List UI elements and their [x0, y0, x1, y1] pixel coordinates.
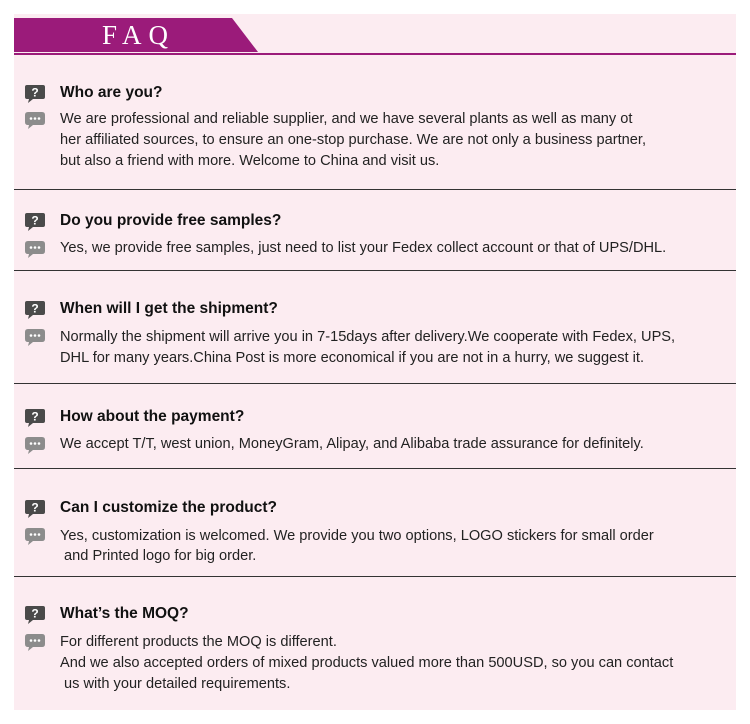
- faq-answer-line: us with your detailed requirements.: [60, 676, 291, 692]
- question-bubble-icon: [24, 300, 46, 320]
- answer-bubble-icon: [24, 526, 46, 546]
- faq-question: How about the payment?: [60, 408, 245, 425]
- divider: [14, 270, 736, 271]
- faq-answer-line: We are professional and reliable supplier, and we have several plants as well as many ot: [60, 111, 633, 127]
- faq-answer-line: DHL for many years.China Post is more economical if you are not in a hurry, we suggest it.: [60, 350, 644, 366]
- divider: [14, 383, 736, 384]
- faq-answer-line: We accept T/T, west union, MoneyGram, Alipay, and Alibaba trade assurance for definitely.: [60, 436, 644, 452]
- svg-text:?: ?: [31, 409, 39, 424]
- faq-question: When will I get the shipment?: [60, 300, 278, 317]
- faq-question: Who are you?: [60, 84, 163, 101]
- faq-answer-line: Normally the shipment will arrive you in 7-15days after delivery.We cooperate with Fedex, UPS,: [60, 329, 676, 345]
- question-bubble-icon: [24, 499, 46, 519]
- faq-answer-line: and Printed logo for big order.: [60, 548, 257, 564]
- faq-answer-line: For different products the MOQ is different.: [60, 634, 337, 650]
- faq-answer-line: And we also accepted orders of mixed products valued more than 500USD, so you can contact: [60, 655, 674, 671]
- svg-text:?: ?: [31, 213, 39, 228]
- answer-bubble-icon: [24, 110, 46, 130]
- faq-answer-line: Yes, customization is welcomed. We provide you two options, LOGO stickers for small order: [60, 528, 654, 544]
- svg-text:?: ?: [31, 500, 39, 515]
- divider: [14, 468, 736, 469]
- page-title: FAQ: [102, 20, 176, 50]
- faq-answer-line: but also a friend with more. Welcome to China and visit us.: [60, 153, 440, 169]
- faq-header: [14, 18, 736, 56]
- faq-question: Can I customize the product?: [60, 499, 278, 516]
- answer-bubble-icon: [24, 435, 46, 455]
- question-bubble-icon: [24, 605, 46, 625]
- answer-bubble-icon: [24, 239, 46, 259]
- question-bubble-icon: [24, 84, 46, 104]
- question-bubble-icon: [24, 408, 46, 428]
- faq-answer-line: Yes, we provide free samples, just need to list your Fedex collect account or that of UPS/DHL.: [60, 240, 667, 256]
- divider: [14, 189, 736, 190]
- faq-question: What’s the MOQ?: [60, 605, 189, 622]
- faq-question: Do you provide free samples?: [60, 212, 282, 229]
- svg-text:?: ?: [31, 301, 39, 316]
- question-bubble-icon: [24, 212, 46, 232]
- svg-text:?: ?: [31, 85, 39, 100]
- faq-answer-line: her affiliated sources, to ensure an one-stop purchase. We are not only a business partner,: [60, 132, 646, 148]
- answer-bubble-icon: [24, 327, 46, 347]
- divider: [14, 576, 736, 577]
- svg-text:?: ?: [31, 606, 39, 621]
- answer-bubble-icon: [24, 632, 46, 652]
